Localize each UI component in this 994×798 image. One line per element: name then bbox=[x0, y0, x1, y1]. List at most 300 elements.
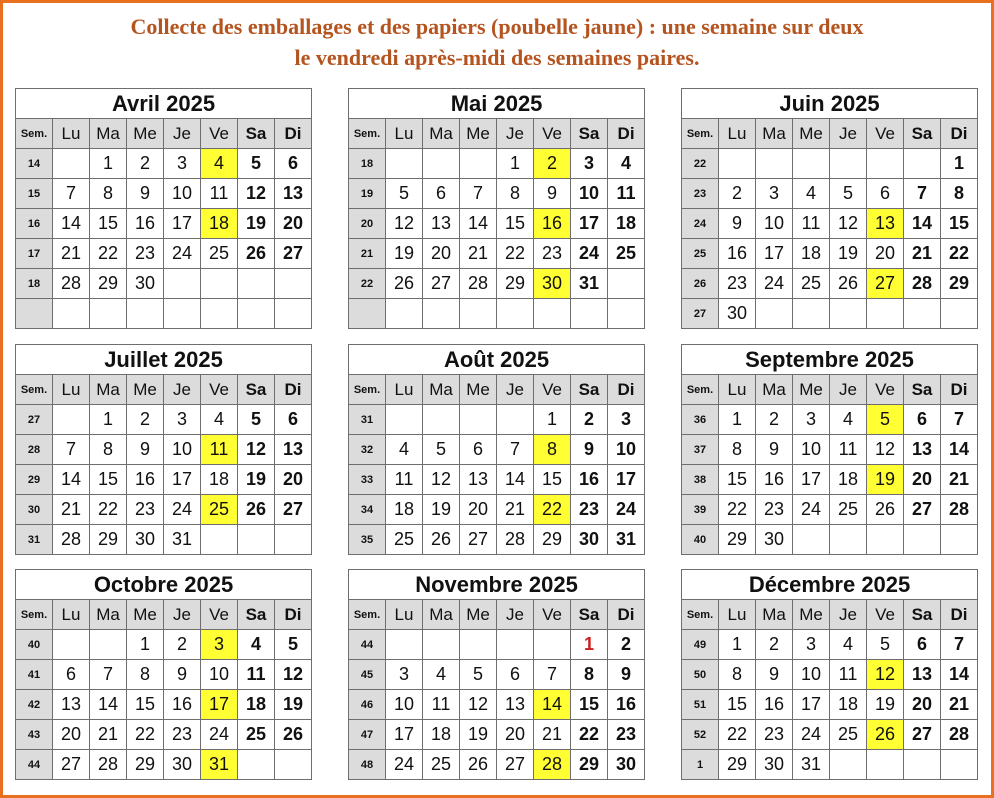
week-number: 45 bbox=[349, 660, 386, 690]
week-row bbox=[682, 495, 978, 525]
week-number: 19 bbox=[349, 179, 386, 209]
week-number-header: Sem. bbox=[349, 119, 386, 149]
day-cell: 23 bbox=[608, 720, 645, 750]
week-row bbox=[16, 239, 312, 269]
day-cell: 27 bbox=[904, 720, 941, 750]
week-number: 22 bbox=[349, 269, 386, 299]
day-cell: 27 bbox=[53, 750, 90, 780]
day-cell: 2 bbox=[164, 630, 201, 660]
day-cell: 14 bbox=[90, 690, 127, 720]
week-row bbox=[682, 690, 978, 720]
month-title: Octobre 2025 bbox=[16, 570, 312, 600]
month-calendar-juin-2025 bbox=[681, 88, 978, 329]
week-number: 35 bbox=[349, 525, 386, 555]
day-cell: 10 bbox=[386, 690, 423, 720]
day-cell bbox=[53, 630, 90, 660]
day-cell: 4 bbox=[201, 405, 238, 435]
collection-day-cell: 31 bbox=[201, 750, 238, 780]
day-cell bbox=[830, 299, 867, 329]
week-row bbox=[682, 525, 978, 555]
day-cell: 11 bbox=[793, 209, 830, 239]
day-header: Lu bbox=[719, 119, 756, 149]
day-cell: 12 bbox=[867, 435, 904, 465]
day-cell: 9 bbox=[756, 435, 793, 465]
day-cell: 20 bbox=[53, 720, 90, 750]
day-cell: 26 bbox=[275, 720, 312, 750]
day-cell: 10 bbox=[608, 435, 645, 465]
day-cell: 29 bbox=[497, 269, 534, 299]
day-cell: 10 bbox=[571, 179, 608, 209]
week-number: 22 bbox=[682, 149, 719, 179]
day-cell bbox=[497, 630, 534, 660]
day-cell: 26 bbox=[386, 269, 423, 299]
day-cell: 29 bbox=[534, 525, 571, 555]
day-cell: 26 bbox=[867, 495, 904, 525]
week-number: 33 bbox=[349, 465, 386, 495]
day-cell: 18 bbox=[830, 690, 867, 720]
day-cell: 11 bbox=[830, 435, 867, 465]
week-row bbox=[349, 465, 645, 495]
week-row bbox=[16, 269, 312, 299]
day-cell: 7 bbox=[904, 179, 941, 209]
day-cell: 24 bbox=[164, 495, 201, 525]
collection-day-cell: 19 bbox=[867, 465, 904, 495]
day-cell: 26 bbox=[238, 239, 275, 269]
notice-line-2: le vendredi après-midi des semaines paires. bbox=[294, 45, 700, 70]
collection-day-cell: 3 bbox=[201, 630, 238, 660]
day-cell: 29 bbox=[719, 750, 756, 780]
day-cell: 25 bbox=[386, 525, 423, 555]
day-cell: 5 bbox=[423, 435, 460, 465]
day-cell: 19 bbox=[423, 495, 460, 525]
day-cell: 9 bbox=[719, 209, 756, 239]
month-calendar-juillet-2025 bbox=[15, 344, 312, 555]
day-cell: 14 bbox=[460, 209, 497, 239]
day-cell: 15 bbox=[90, 209, 127, 239]
week-row bbox=[349, 720, 645, 750]
week-row bbox=[16, 209, 312, 239]
day-cell: 20 bbox=[904, 465, 941, 495]
month-calendar-decembre-2025 bbox=[681, 569, 978, 780]
day-cell: 31 bbox=[608, 525, 645, 555]
day-cell: 22 bbox=[571, 720, 608, 750]
day-cell: 4 bbox=[423, 660, 460, 690]
day-cell bbox=[830, 525, 867, 555]
week-row bbox=[349, 209, 645, 239]
day-cell: 11 bbox=[386, 465, 423, 495]
day-cell: 27 bbox=[423, 269, 460, 299]
week-row bbox=[682, 149, 978, 179]
week-row bbox=[16, 660, 312, 690]
week-row bbox=[682, 209, 978, 239]
day-cell: 12 bbox=[275, 660, 312, 690]
day-cell: 3 bbox=[164, 149, 201, 179]
day-cell: 2 bbox=[571, 405, 608, 435]
day-cell bbox=[238, 525, 275, 555]
week-row bbox=[349, 690, 645, 720]
week-row bbox=[16, 720, 312, 750]
week-number-header: Sem. bbox=[16, 119, 53, 149]
day-cell: 7 bbox=[90, 660, 127, 690]
day-cell: 4 bbox=[830, 405, 867, 435]
week-row bbox=[349, 269, 645, 299]
day-cell: 8 bbox=[719, 660, 756, 690]
day-header: Ma bbox=[90, 375, 127, 405]
day-cell: 13 bbox=[275, 435, 312, 465]
week-number: 36 bbox=[682, 405, 719, 435]
day-header: Je bbox=[164, 600, 201, 630]
day-cell: 8 bbox=[90, 179, 127, 209]
day-cell: 1 bbox=[497, 149, 534, 179]
week-row bbox=[16, 149, 312, 179]
week-row bbox=[349, 299, 645, 329]
day-cell: 23 bbox=[571, 495, 608, 525]
week-number: 26 bbox=[682, 269, 719, 299]
collection-notice bbox=[6, 11, 988, 73]
day-cell bbox=[460, 149, 497, 179]
day-cell: 25 bbox=[201, 239, 238, 269]
day-cell: 28 bbox=[53, 269, 90, 299]
day-cell: 21 bbox=[53, 239, 90, 269]
week-row bbox=[682, 630, 978, 660]
collection-day-cell: 28 bbox=[534, 750, 571, 780]
day-cell: 20 bbox=[460, 495, 497, 525]
day-cell: 10 bbox=[793, 660, 830, 690]
day-cell: 14 bbox=[941, 660, 978, 690]
day-cell: 22 bbox=[497, 239, 534, 269]
day-cell bbox=[904, 525, 941, 555]
day-header: Ma bbox=[423, 600, 460, 630]
day-cell: 18 bbox=[423, 720, 460, 750]
day-cell: 18 bbox=[238, 690, 275, 720]
day-header: Sa bbox=[238, 375, 275, 405]
week-number: 40 bbox=[682, 525, 719, 555]
day-header: Je bbox=[497, 600, 534, 630]
day-cell: 7 bbox=[53, 435, 90, 465]
day-cell: 31 bbox=[793, 750, 830, 780]
day-cell bbox=[830, 750, 867, 780]
day-cell: 24 bbox=[571, 239, 608, 269]
day-header: Lu bbox=[53, 375, 90, 405]
week-row bbox=[349, 630, 645, 660]
month-title: Décembre 2025 bbox=[682, 570, 978, 600]
day-cell: 1 bbox=[90, 149, 127, 179]
day-cell: 24 bbox=[608, 495, 645, 525]
day-cell: 30 bbox=[164, 750, 201, 780]
day-cell bbox=[201, 525, 238, 555]
day-header: Ma bbox=[423, 119, 460, 149]
day-header: Je bbox=[164, 375, 201, 405]
day-cell: 13 bbox=[53, 690, 90, 720]
day-header: Ve bbox=[867, 375, 904, 405]
day-cell: 15 bbox=[571, 690, 608, 720]
week-number: 27 bbox=[16, 405, 53, 435]
week-number: 46 bbox=[349, 690, 386, 720]
day-cell: 20 bbox=[275, 209, 312, 239]
day-header: Di bbox=[608, 375, 645, 405]
day-cell: 9 bbox=[756, 660, 793, 690]
day-cell: 10 bbox=[164, 435, 201, 465]
day-cell bbox=[238, 269, 275, 299]
day-cell: 12 bbox=[238, 179, 275, 209]
day-cell: 16 bbox=[719, 239, 756, 269]
week-row bbox=[682, 405, 978, 435]
day-header: Je bbox=[830, 119, 867, 149]
day-cell: 25 bbox=[793, 269, 830, 299]
day-cell: 4 bbox=[608, 149, 645, 179]
day-cell: 26 bbox=[460, 750, 497, 780]
week-number: 31 bbox=[349, 405, 386, 435]
week-row bbox=[682, 179, 978, 209]
day-cell: 14 bbox=[904, 209, 941, 239]
day-cell: 16 bbox=[608, 690, 645, 720]
day-header: Di bbox=[275, 119, 312, 149]
day-cell: 24 bbox=[386, 750, 423, 780]
day-header: Me bbox=[793, 600, 830, 630]
day-header: Lu bbox=[386, 119, 423, 149]
week-row bbox=[16, 750, 312, 780]
day-cell: 17 bbox=[793, 690, 830, 720]
day-cell: 27 bbox=[460, 525, 497, 555]
day-cell: 17 bbox=[756, 239, 793, 269]
day-cell: 5 bbox=[238, 405, 275, 435]
day-cell: 2 bbox=[756, 630, 793, 660]
day-cell bbox=[756, 149, 793, 179]
day-cell: 6 bbox=[53, 660, 90, 690]
day-cell: 3 bbox=[756, 179, 793, 209]
day-cell: 30 bbox=[756, 525, 793, 555]
week-number: 34 bbox=[349, 495, 386, 525]
day-cell: 18 bbox=[386, 495, 423, 525]
day-cell: 24 bbox=[756, 269, 793, 299]
week-number: 32 bbox=[349, 435, 386, 465]
day-cell bbox=[867, 149, 904, 179]
day-cell: 6 bbox=[904, 405, 941, 435]
day-cell: 1 bbox=[719, 405, 756, 435]
day-cell: 15 bbox=[90, 465, 127, 495]
day-cell bbox=[423, 149, 460, 179]
week-number: 21 bbox=[349, 239, 386, 269]
day-cell bbox=[127, 299, 164, 329]
week-number: 17 bbox=[16, 239, 53, 269]
day-cell: 15 bbox=[941, 209, 978, 239]
day-header: Di bbox=[608, 119, 645, 149]
day-cell: 15 bbox=[534, 465, 571, 495]
week-number-header: Sem. bbox=[682, 119, 719, 149]
day-cell: 20 bbox=[904, 690, 941, 720]
week-row bbox=[16, 465, 312, 495]
day-cell: 8 bbox=[719, 435, 756, 465]
day-cell: 7 bbox=[941, 405, 978, 435]
day-cell: 6 bbox=[867, 179, 904, 209]
day-cell bbox=[793, 149, 830, 179]
week-row bbox=[16, 525, 312, 555]
day-cell: 23 bbox=[164, 720, 201, 750]
day-cell bbox=[201, 299, 238, 329]
day-cell: 1 bbox=[90, 405, 127, 435]
day-cell: 10 bbox=[164, 179, 201, 209]
collection-day-cell: 22 bbox=[534, 495, 571, 525]
day-header: Ma bbox=[90, 119, 127, 149]
holiday-day-cell: 1 bbox=[571, 630, 608, 660]
week-number: 48 bbox=[349, 750, 386, 780]
day-header: Me bbox=[127, 375, 164, 405]
day-cell bbox=[830, 149, 867, 179]
day-cell bbox=[90, 630, 127, 660]
day-cell bbox=[867, 525, 904, 555]
day-cell: 17 bbox=[793, 465, 830, 495]
day-cell: 29 bbox=[127, 750, 164, 780]
week-row bbox=[682, 269, 978, 299]
day-cell bbox=[904, 750, 941, 780]
day-cell bbox=[386, 630, 423, 660]
week-number-header: Sem. bbox=[16, 375, 53, 405]
day-cell: 29 bbox=[571, 750, 608, 780]
day-cell: 4 bbox=[238, 630, 275, 660]
day-cell: 9 bbox=[127, 435, 164, 465]
day-cell: 19 bbox=[830, 239, 867, 269]
day-cell: 9 bbox=[571, 435, 608, 465]
collection-day-cell: 12 bbox=[867, 660, 904, 690]
day-cell bbox=[941, 299, 978, 329]
week-row bbox=[682, 435, 978, 465]
day-cell: 17 bbox=[571, 209, 608, 239]
day-cell: 28 bbox=[904, 269, 941, 299]
day-cell: 18 bbox=[608, 209, 645, 239]
day-header: Ma bbox=[756, 600, 793, 630]
day-cell: 14 bbox=[53, 465, 90, 495]
day-cell: 12 bbox=[386, 209, 423, 239]
day-header: Sa bbox=[238, 600, 275, 630]
day-cell bbox=[534, 299, 571, 329]
day-cell: 8 bbox=[90, 435, 127, 465]
day-header: Lu bbox=[386, 375, 423, 405]
day-cell: 21 bbox=[53, 495, 90, 525]
day-cell bbox=[423, 299, 460, 329]
week-row bbox=[16, 495, 312, 525]
day-cell: 6 bbox=[275, 149, 312, 179]
day-cell: 19 bbox=[460, 720, 497, 750]
week-row bbox=[682, 660, 978, 690]
day-header: Ma bbox=[756, 119, 793, 149]
day-cell bbox=[275, 269, 312, 299]
collection-day-cell: 30 bbox=[534, 269, 571, 299]
day-header: Di bbox=[941, 375, 978, 405]
week-number: 51 bbox=[682, 690, 719, 720]
week-number: 15 bbox=[16, 179, 53, 209]
day-cell: 29 bbox=[90, 525, 127, 555]
day-cell: 21 bbox=[941, 465, 978, 495]
day-cell: 25 bbox=[238, 720, 275, 750]
day-cell: 6 bbox=[904, 630, 941, 660]
day-cell bbox=[201, 269, 238, 299]
day-cell: 22 bbox=[719, 495, 756, 525]
month-calendar-avril-2025 bbox=[15, 88, 312, 329]
week-row bbox=[349, 405, 645, 435]
day-cell bbox=[275, 525, 312, 555]
week-number-header: Sem. bbox=[349, 375, 386, 405]
day-cell: 16 bbox=[756, 465, 793, 495]
day-cell: 13 bbox=[423, 209, 460, 239]
collection-day-cell: 11 bbox=[201, 435, 238, 465]
day-cell bbox=[867, 299, 904, 329]
day-cell bbox=[571, 299, 608, 329]
day-cell: 7 bbox=[497, 435, 534, 465]
day-header: Sa bbox=[571, 375, 608, 405]
day-cell: 21 bbox=[90, 720, 127, 750]
collection-day-cell: 13 bbox=[867, 209, 904, 239]
day-cell bbox=[941, 750, 978, 780]
day-cell: 5 bbox=[830, 179, 867, 209]
week-number: 24 bbox=[682, 209, 719, 239]
day-cell: 16 bbox=[127, 209, 164, 239]
day-cell: 9 bbox=[608, 660, 645, 690]
day-header: Me bbox=[460, 375, 497, 405]
week-number: 41 bbox=[16, 660, 53, 690]
day-cell: 28 bbox=[941, 720, 978, 750]
day-header: Di bbox=[941, 600, 978, 630]
month-title: Septembre 2025 bbox=[682, 345, 978, 375]
day-cell bbox=[90, 299, 127, 329]
day-cell: 25 bbox=[608, 239, 645, 269]
day-header: Sa bbox=[904, 600, 941, 630]
day-cell: 31 bbox=[571, 269, 608, 299]
day-cell: 15 bbox=[497, 209, 534, 239]
day-header: Me bbox=[460, 119, 497, 149]
day-header: Lu bbox=[719, 600, 756, 630]
day-cell bbox=[53, 299, 90, 329]
month-title: Juin 2025 bbox=[682, 89, 978, 119]
day-cell: 18 bbox=[201, 465, 238, 495]
day-cell: 26 bbox=[238, 495, 275, 525]
day-cell: 21 bbox=[904, 239, 941, 269]
day-cell: 22 bbox=[90, 239, 127, 269]
day-cell: 5 bbox=[238, 149, 275, 179]
day-cell: 12 bbox=[423, 465, 460, 495]
day-cell: 3 bbox=[386, 660, 423, 690]
day-header: Di bbox=[941, 119, 978, 149]
day-cell: 13 bbox=[275, 179, 312, 209]
day-cell: 11 bbox=[423, 690, 460, 720]
week-row bbox=[682, 720, 978, 750]
day-cell: 11 bbox=[201, 179, 238, 209]
day-cell: 24 bbox=[201, 720, 238, 750]
day-cell: 14 bbox=[941, 435, 978, 465]
week-number-header: Sem. bbox=[16, 600, 53, 630]
day-cell: 10 bbox=[201, 660, 238, 690]
day-cell: 30 bbox=[719, 299, 756, 329]
day-cell: 12 bbox=[830, 209, 867, 239]
day-cell: 21 bbox=[497, 495, 534, 525]
day-cell: 8 bbox=[497, 179, 534, 209]
day-cell: 28 bbox=[460, 269, 497, 299]
day-cell: 25 bbox=[830, 720, 867, 750]
notice-line-1: Collecte des emballages et des papiers (poubelle jaune) : une semaine sur deux bbox=[130, 14, 864, 39]
month-title: Juillet 2025 bbox=[16, 345, 312, 375]
day-cell: 27 bbox=[497, 750, 534, 780]
week-row bbox=[16, 690, 312, 720]
collection-day-cell: 25 bbox=[201, 495, 238, 525]
day-cell: 27 bbox=[904, 495, 941, 525]
collection-day-cell: 18 bbox=[201, 209, 238, 239]
week-number: 40 bbox=[16, 630, 53, 660]
day-cell: 4 bbox=[793, 179, 830, 209]
week-row bbox=[349, 660, 645, 690]
week-number: 49 bbox=[682, 630, 719, 660]
month-calendar-mai-2025 bbox=[348, 88, 645, 329]
day-cell: 25 bbox=[830, 495, 867, 525]
week-number: 31 bbox=[16, 525, 53, 555]
